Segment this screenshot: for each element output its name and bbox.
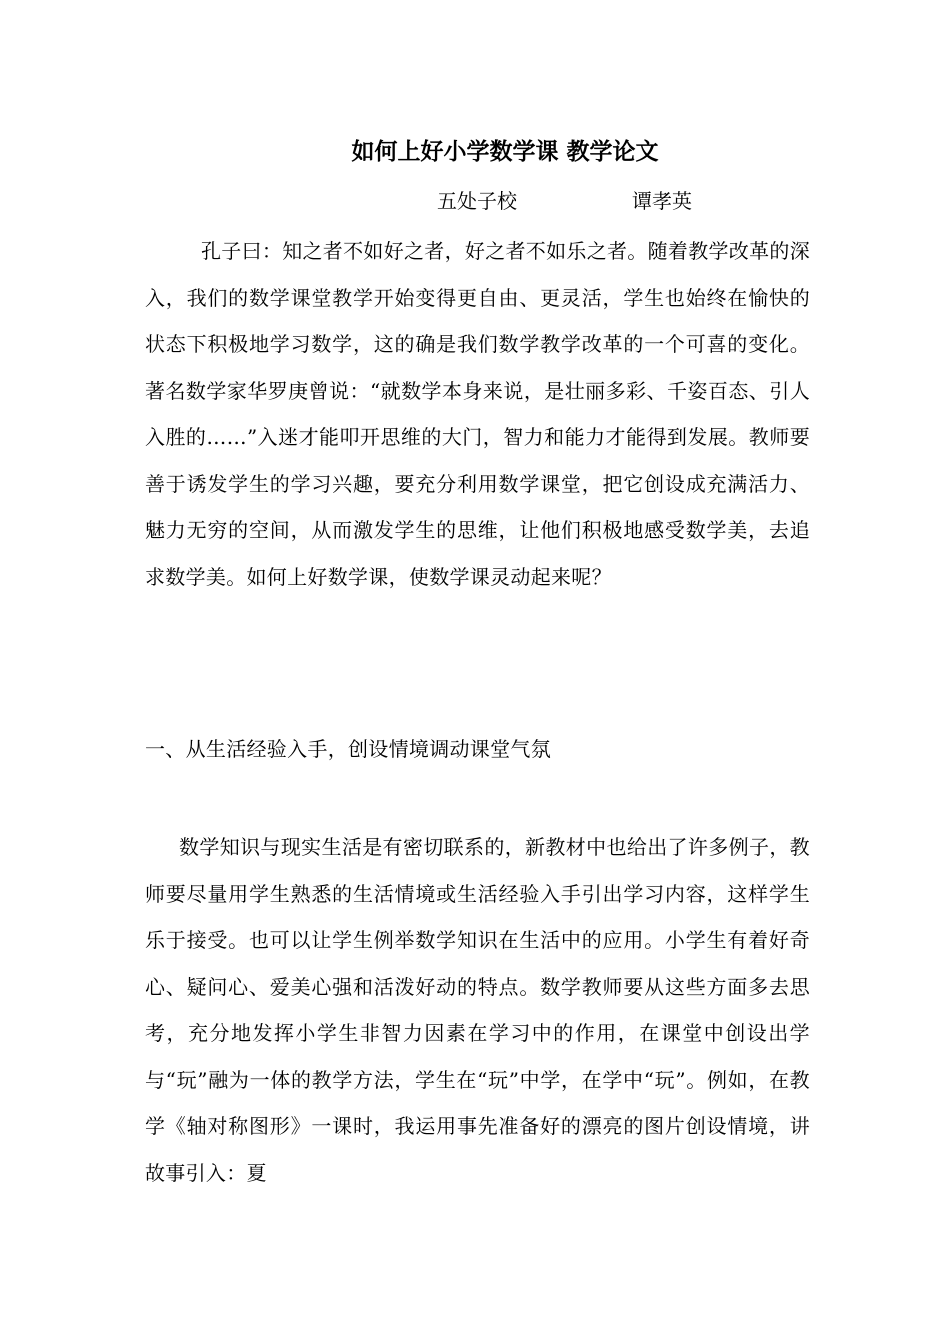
body-paragraph: 数学知识与现实生活是有密切联系的，新教材中也给出了许多例子，教师要尽量用学生熟悉的生活情境或生活经验入手引出学习内容，这样学生乐于接受。也可以让学生例举数学知识在生活中的应用。小学生有着好奇心、疑问心、爱美心强和活泼好动的特点。数学教师要从这些方面多去思考，充分地发挥小学生非智力因素在学习中的作用，在课堂中创设出学与“玩”融为一体的教学方法，学生在“玩”中学，在学中“玩”。例如，在教学《轴对称图形》一课时，我运用事先准备好的漂亮的图片创设情境，讲故事引入：夏 <box>145 835 810 1185</box>
byline <box>437 186 692 216</box>
author-name: 谭孝英 <box>632 189 692 213</box>
intro-paragraph: 孔子曰：知之者不如好之者，好之者不如乐之者。随着教学改革的深入，我们的数学课堂教学开始变得更自由、更灵活，学生也始终在愉快的状态下积极地学习数学，这的确是我们数学教学改革的一个可喜的变化。著名数学家华罗庚曾说：“就数学本身来说，是壮丽多彩、千姿百态、引人入胜的……”入迷才能叩开思维的大门，智力和能力才能得到发展。教师要善于诱发学生的学习兴趣，要充分利用数学课堂，把它创设成充满活力、魅力无穷的空间，从而激发学生的思维，让他们积极地感受数学美，去追求数学美。如何上好数学课，使数学课灵动起来呢？ <box>145 239 810 589</box>
document-title: 如何上好小学数学课 教学论文 <box>351 138 659 165</box>
section-heading: 一、从生活经验入手，创设情境调动课堂气氛 <box>145 737 551 761</box>
school-name: 五处子校 <box>437 189 517 213</box>
